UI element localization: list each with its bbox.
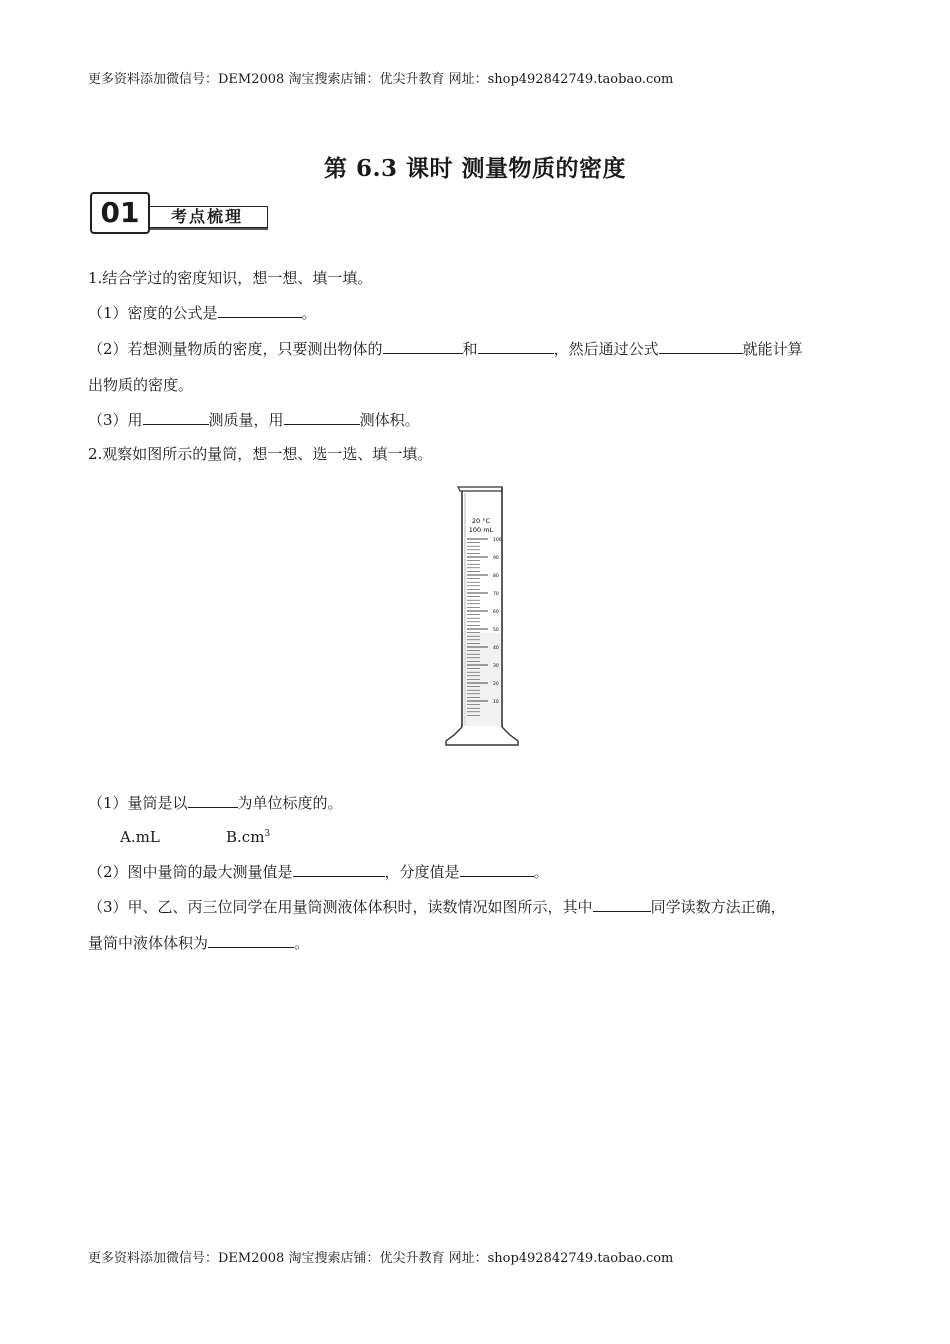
- scale-label: 10: [493, 700, 499, 705]
- answer-blank[interactable]: [284, 410, 360, 425]
- capacity-label: 100 mL: [468, 526, 494, 534]
- scale-label: 80: [493, 574, 499, 579]
- q1-part3-mid: 测质量，用: [208, 411, 284, 429]
- q2-part1-end: 为单位标度的。: [237, 794, 343, 812]
- q1-part3-text: （3）用: [88, 411, 143, 429]
- scale-label: 50: [493, 628, 499, 633]
- q2-part3-cont: [88, 933, 309, 953]
- q2-part3-mid: 同学读数方法正确，: [650, 898, 786, 916]
- q2-part2: [88, 862, 549, 882]
- q1-part2-calc: 就能计算: [742, 340, 803, 358]
- scale-label: 20: [493, 682, 499, 687]
- q2-part3-cont-text: 量筒中液体体积为: [88, 934, 209, 952]
- q1-part2-and: 和: [462, 340, 478, 358]
- q1-part3: [88, 410, 420, 430]
- answer-blank[interactable]: [208, 933, 294, 948]
- q2-stem: 2.观察如图所示的量筒，想一想、选一选、填一填。: [88, 445, 433, 463]
- section-number: 01: [90, 192, 150, 234]
- q1-part2: [88, 339, 803, 359]
- option-a[interactable]: A.mL: [120, 828, 160, 846]
- q2-part1: [88, 793, 343, 813]
- answer-blank[interactable]: [478, 339, 554, 354]
- q1-part1: [88, 303, 317, 323]
- q2-part3: [88, 897, 786, 917]
- scale-label: 60: [493, 610, 499, 615]
- cylinder-base: [446, 727, 518, 745]
- answer-blank[interactable]: [460, 862, 534, 877]
- answer-blank[interactable]: [188, 793, 238, 808]
- scale-label: 40: [493, 646, 499, 651]
- q1-part1-end: 。: [301, 304, 317, 322]
- option-b-superscript: 3: [264, 829, 271, 839]
- answer-blank[interactable]: [659, 339, 743, 354]
- q2-part2-mid: ，分度值是: [384, 863, 460, 881]
- page-footer: 更多资料添加微信号：DEM2008 淘宝搜索店铺：优尖升教育 网址：shop492842749.taobao.com: [88, 1251, 674, 1266]
- q1-part2-formula: ，然后通过公式: [553, 340, 659, 358]
- answer-blank[interactable]: [293, 862, 385, 877]
- scale-label: 100: [493, 538, 502, 543]
- page-title: 第 6.3 课时 测量物质的密度: [323, 155, 627, 182]
- q1-part3-end: 测体积。: [359, 411, 420, 429]
- scale-label: 30: [493, 664, 499, 669]
- answer-blank[interactable]: [143, 410, 209, 425]
- q1-part1-text: （1）密度的公式是: [88, 304, 218, 322]
- option-b[interactable]: [226, 828, 270, 846]
- q1-stem: 1.结合学过的密度知识，想一想、填一填。: [88, 269, 373, 287]
- q2-part3-text: （3）甲、乙、丙三位同学在用量筒测液体体积时，读数情况如图所示，其中: [88, 898, 593, 916]
- q1-part2-text: （2）若想测量物质的密度，只要测出物体的: [88, 340, 383, 358]
- temp-label: 20 °C: [471, 517, 491, 525]
- q2-part3-cont-end: 。: [294, 934, 310, 952]
- q2-part1-text: （1）量筒是以: [88, 794, 188, 812]
- answer-blank[interactable]: [218, 303, 302, 318]
- scale-label: 90: [493, 556, 499, 561]
- q2-part2-text: （2）图中量筒的最大测量值是: [88, 863, 293, 881]
- scale-label: 70: [493, 592, 499, 597]
- section-badge: [90, 192, 270, 238]
- q2-part2-end: 。: [533, 863, 549, 881]
- page-header: 更多资料添加微信号：DEM2008 淘宝搜索店铺：优尖升教育 网址：shop492842749.taobao.com: [88, 72, 674, 87]
- section-label: 考点梳理: [146, 206, 268, 228]
- option-b-text: B.cm: [226, 828, 265, 846]
- q1-part2-cont: 出物质的密度。: [88, 376, 194, 394]
- answer-blank[interactable]: [383, 339, 463, 354]
- cylinder-lip: [458, 487, 502, 491]
- answer-blank[interactable]: [593, 897, 651, 912]
- graduated-cylinder-figure: [440, 483, 524, 747]
